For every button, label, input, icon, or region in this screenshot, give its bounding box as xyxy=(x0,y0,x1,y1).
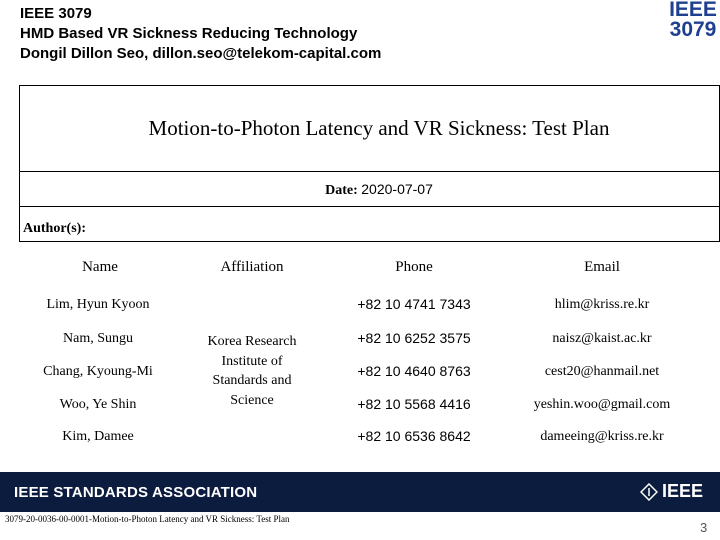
author-phone: +82 10 6536 8642 xyxy=(357,428,471,444)
header-standard-number: IEEE 3079 xyxy=(20,5,92,22)
author-email: yeshin.woo@gmail.com xyxy=(533,397,671,412)
date-label: Date: xyxy=(325,183,358,198)
author-name: Lim, Hyun Kyoon xyxy=(46,297,150,312)
logo-line-1: IEEE xyxy=(669,0,717,21)
page-number: 3 xyxy=(700,520,708,535)
affiliation-line: Science xyxy=(230,392,274,408)
column-header-phone: Phone xyxy=(395,259,433,275)
affiliation-line: Korea Research xyxy=(207,334,297,349)
header-project-title: HMD Based VR Sickness Reducing Technology xyxy=(20,25,358,42)
authors-box xyxy=(19,206,720,242)
date-row xyxy=(19,180,720,200)
ieee-3079-logo xyxy=(666,0,720,40)
date-value: 2020-07-07 xyxy=(361,181,433,197)
ieee-diamond-icon xyxy=(640,483,658,501)
document-identifier: 3079-20-0036-00-0001-Motion-to-Photon Latency and VR Sickness: Test Plan xyxy=(5,514,290,524)
document-title: Motion-to-Photon Latency and VR Sickness: Test Plan xyxy=(148,116,610,140)
affiliation-cell xyxy=(172,332,332,410)
author-email: hlim@kriss.re.kr xyxy=(554,297,650,312)
author-email: naisz@kaist.ac.kr xyxy=(552,331,652,346)
logo-line-2: 3079 xyxy=(669,18,717,41)
author-email: dameeing@kriss.re.kr xyxy=(540,429,664,444)
author-phone: +82 10 4741 7343 xyxy=(357,296,471,312)
column-header-affiliation: Affiliation xyxy=(220,259,284,275)
ieee-standards-association-label: IEEE STANDARDS ASSOCIATION xyxy=(14,484,258,501)
footer-bar xyxy=(0,472,720,512)
authors-label: Author(s): xyxy=(23,221,86,236)
affiliation-line: Standards and xyxy=(212,373,292,388)
column-header-email: Email xyxy=(584,259,620,275)
author-name: Nam, Sungu xyxy=(63,331,133,346)
affiliation-line: Institute of xyxy=(221,353,283,369)
author-email: cest20@hanmail.net xyxy=(544,364,660,379)
column-header-name: Name xyxy=(82,259,118,275)
header-author-contact: Dongil Dillon Seo, dillon.seo@telekom-capital.com xyxy=(20,45,382,62)
author-name: Chang, Kyoung-Mi xyxy=(43,364,153,379)
author-phone: +82 10 6252 3575 xyxy=(357,330,471,346)
author-phone: +82 10 5568 4416 xyxy=(357,396,471,412)
author-name: Woo, Ye Shin xyxy=(59,397,137,412)
author-phone: +82 10 4640 8763 xyxy=(357,363,471,379)
author-name: Kim, Damee xyxy=(62,429,134,444)
ieee-brand-wordmark: IEEE xyxy=(662,481,704,501)
